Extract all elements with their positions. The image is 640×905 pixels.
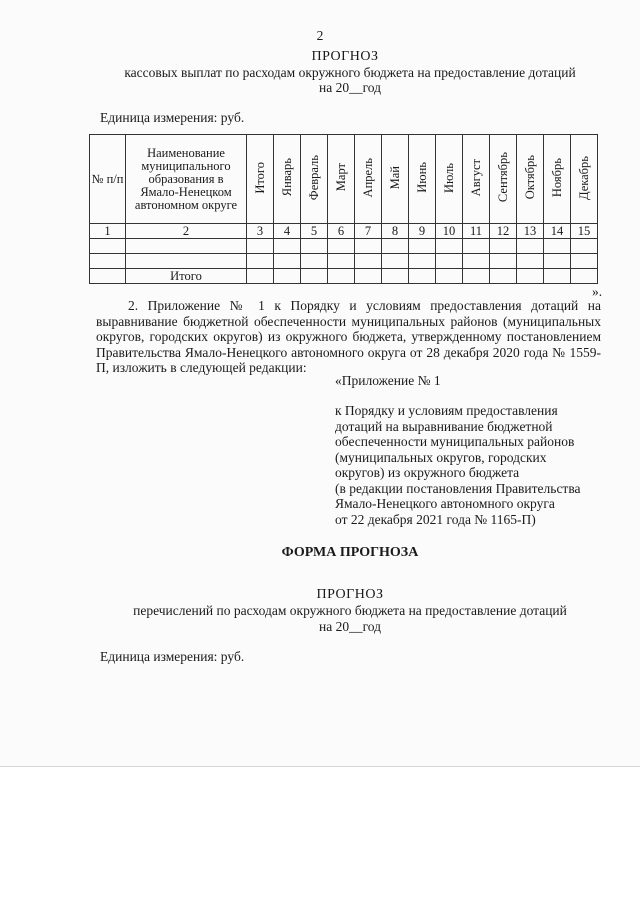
col-num: 13 [517,224,544,239]
col-num: 10 [436,224,463,239]
form1-title: ПРОГНОЗ [311,49,379,64]
table-cell [274,254,301,269]
table-cell [571,269,598,284]
table-cell [301,269,328,284]
header-total: Итого [247,135,274,224]
header-september: Сентябрь [490,135,517,224]
header-june: Июнь [409,135,436,224]
col-num: 11 [463,224,490,239]
table-cell [247,269,274,284]
col-num: 8 [382,224,409,239]
header-january: Январь [274,135,301,224]
header-august: Август [463,135,490,224]
table-row [90,239,598,254]
table-cell [436,269,463,284]
table-cell [126,239,247,254]
amendment-paragraph: 2. Приложение № 1 к Порядку и условиям предоставления дотаций на выравнивание бюджетной обеспеченности муниципальных районов (муниципальных округов, городских округов) из окружного бюджета, утвержденному постановлением Правительства Ямало-Ненецкого автономного округа от 28 декабря 2020 года № 1559-П, изложить в следующей редакции: [96,298,601,375]
table-cell [517,239,544,254]
table-header-row [90,135,598,224]
header-march: Март [328,135,355,224]
table-cell [382,269,409,284]
table-cell [544,254,571,269]
table-cell [90,239,126,254]
col-num: 6 [328,224,355,239]
col-num: 3 [247,224,274,239]
table-cell [490,239,517,254]
table-cell [571,254,598,269]
table-cell [463,269,490,284]
appendix-line: (муниципальных округов, городских [335,449,547,465]
table-cell [490,269,517,284]
appendix-line: (в редакции постановления Правительства [335,480,581,496]
appendix-head: «Приложение № 1 [335,373,441,388]
header-may: Май [382,135,409,224]
total-row [90,269,598,284]
table-cell [544,269,571,284]
form1-unit: Единица измерения: руб. [100,110,245,125]
table-cell [544,239,571,254]
table-row [90,254,598,269]
col-num: 7 [355,224,382,239]
appendix-line: обеспеченности муниципальных районов [335,434,575,449]
table-cell [409,254,436,269]
form2-title: ПРОГНОЗ [316,587,384,602]
table-cell [463,239,490,254]
table-cell [490,254,517,269]
table-cell [382,239,409,254]
table-cell [328,239,355,254]
table-cell [274,239,301,254]
col-num: 9 [409,224,436,239]
header-july: Июль [436,135,463,224]
col-num: 14 [544,224,571,239]
table-cell [517,254,544,269]
form2-subtitle-line1: перечислений по расходам окружного бюджета на предоставление дотаций [133,603,567,618]
table-cell [274,269,301,284]
table-cell [355,269,382,284]
table-cell [247,239,274,254]
table-cell [90,269,126,284]
header-october: Октябрь [517,135,544,224]
header-num: № п/п [90,135,126,224]
form2-unit: Единица измерения: руб. [100,649,245,664]
table-cell [301,254,328,269]
header-february: Февраль [301,135,328,224]
appendix-line: от 22 декабря 2021 года № 1165-П) [335,511,536,527]
table-cell [382,254,409,269]
appendix-line: Ямало-Ненецкого автономного округа [335,496,555,511]
appendix-line: дотаций на выравнивание бюджетной [335,418,553,434]
table-cell [409,239,436,254]
table-cell [436,239,463,254]
table-cell [301,239,328,254]
forecast-table [89,134,598,284]
closing-quote: ». [592,284,603,299]
form-heading: ФОРМА ПРОГНОЗА [281,545,419,560]
table-cell [328,254,355,269]
table-cell [355,239,382,254]
col-num: 5 [301,224,328,239]
table-cell [247,254,274,269]
table-cell [126,254,247,269]
table-cell [355,254,382,269]
header-municipality-name: Наименование муниципального образования в Ямало-Ненецком автономном округе [126,135,247,224]
form2-subtitle-line2: на 20__год [318,619,382,634]
col-num: 12 [490,224,517,239]
col-num: 2 [126,224,247,239]
header-december: Декабрь [571,135,598,224]
table-cell [409,269,436,284]
total-label: Итого [126,269,247,284]
col-num: 4 [274,224,301,239]
appendix-block [335,403,615,527]
header-november: Ноябрь [544,135,571,224]
col-num: 1 [90,224,126,239]
column-number-row [90,224,598,239]
table-cell [328,269,355,284]
form1-subtitle-line1: кассовых выплат по расходам окружного бюджета на предоставление дотаций [124,65,576,80]
col-num: 15 [571,224,598,239]
header-april: Апрель [355,135,382,224]
appendix-line: к Порядку и условиям предоставления [335,403,558,418]
table-cell [463,254,490,269]
page-number: 2 [316,28,324,43]
table-cell [436,254,463,269]
table-cell [517,269,544,284]
appendix-line: округов) из окружного бюджета [335,465,520,480]
table-cell [90,254,126,269]
table-cell [571,239,598,254]
form1-subtitle-line2: на 20__год [318,80,382,95]
